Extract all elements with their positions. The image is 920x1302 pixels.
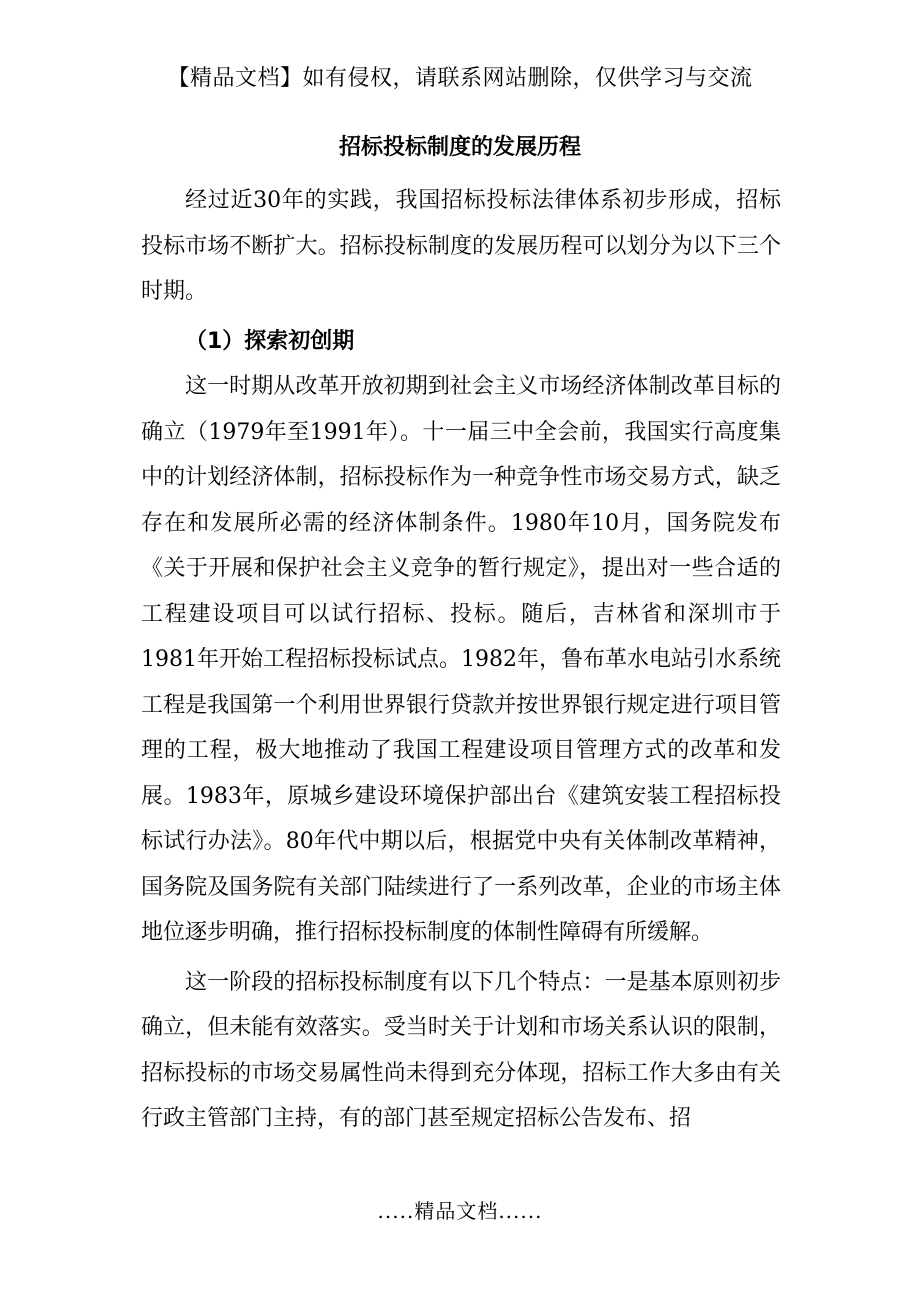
body-paragraph: 这一阶段的招标投标制度有以下几个特点：一是基本原则初步确立，但未能有效落实。受当时关于计划和市场关系认识的限制，招标投标的市场交易属性尚未得到充分体现，招标工作大多由有关行政主管部门主持，有的部门甚至规定招标公告发布、招 [141, 969, 781, 1131]
document-title: 招标投标制度的发展历程 [338, 135, 581, 160]
footer-label: .....精品文档...... [377, 1199, 543, 1223]
section-heading: （1）探索初创期 [185, 328, 355, 354]
watermark-header: 【精品文档】如有侵权，请联系网站删除，仅供学习与交流 [167, 66, 753, 91]
body-paragraph: 这一时期从改革开放初期到社会主义市场经济体制改革目标的确立（1979年至1991年）。十一届三中全会前，我国实行高度集中的计划经济体制，招标投标作为一种竞争性市场交易方式，缺乏存在和发展所必需的经济体制条件。1980年10月，国务院发布《关于开展和保护社会主义竞争的暂行规定》，提出对一些合适的工程建设项目可以试行招标、投标。随后，吉林省和深圳市于1981年开始工程招标投标试点。1982年，鲁布革水电站引水系统工程是我国第一个利用世界银行贷款并按世界银行规定进行项目管理的工程，极大地推动了我国工程建设项目管理方式的改革和发展。1983年，原城乡建设环境保护部出台《建筑安装工程招标投标试行办法》。80年代中期以后，根据党中央有关体制改革精神，国务院及国务院有关部门陆续进行了一系列改革，企业的市场主体地位逐步明确，推行招标投标制度的体制性障碍有所缓解。 [141, 374, 781, 945]
intro-paragraph: 经过近30年的实践，我国招标投标法律体系初步形成，招标投标市场不断扩大。招标投标制度的发展历程可以划分为以下三个时期。 [141, 188, 781, 304]
document-body [141, 178, 781, 1142]
